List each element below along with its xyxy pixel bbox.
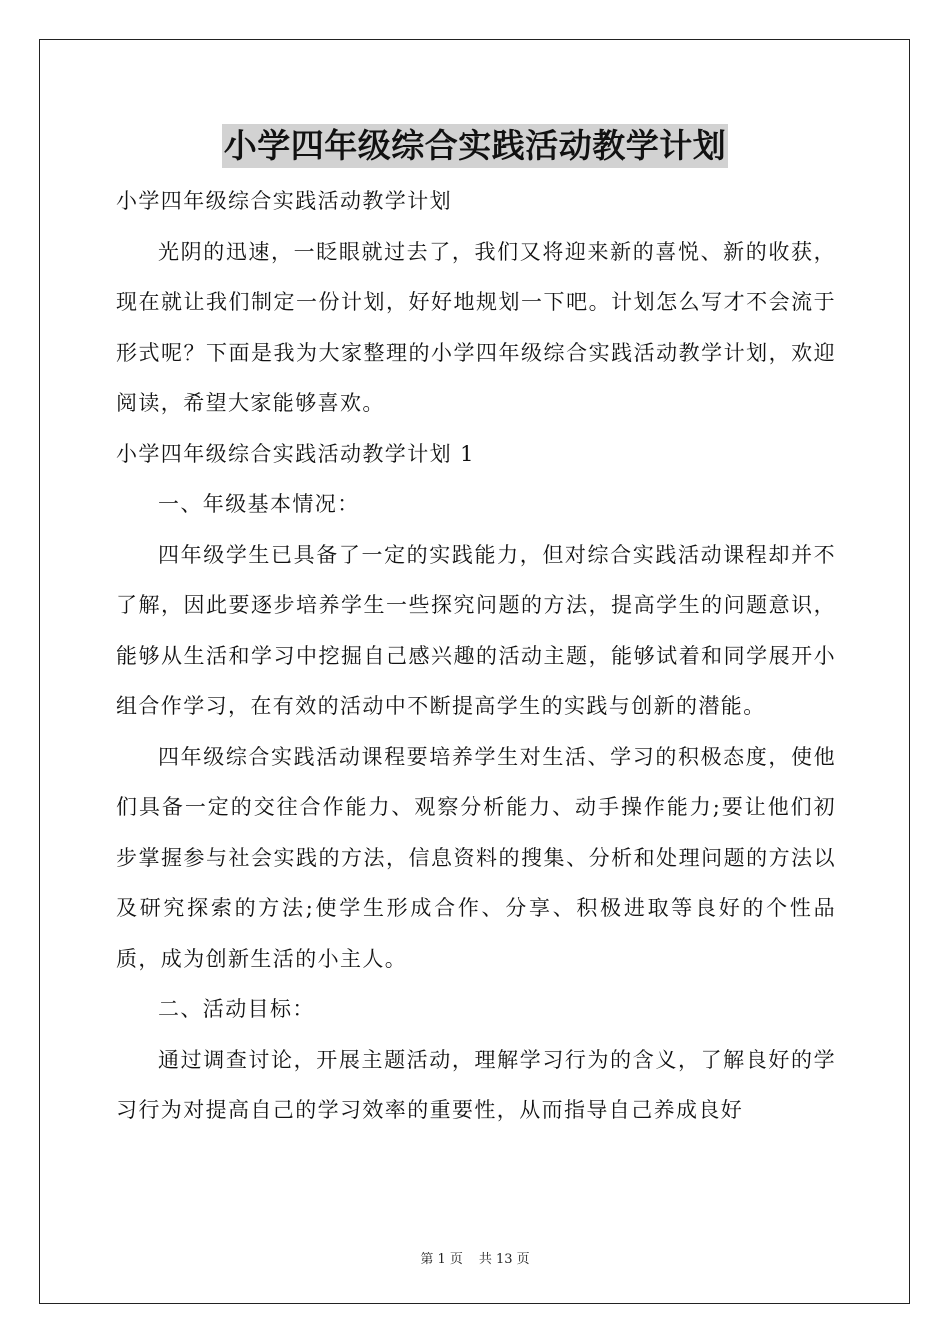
subsection-heading: 二、活动目标： <box>158 997 315 1021</box>
paragraph: 四年级学生已具备了一定的实践能力，但对综合实践活动课程却并不了解，因此要逐步培养学生一些探究问题的方法，提高学生的问题意识，能够从生活和学习中挖掘自己感兴趣的活动主题，能够试着和同学展开小组合作学习，在有效的活动中不断提高学生的实践与创新的潜能。 <box>116 542 836 718</box>
page-total: 共 13 页 <box>478 1252 530 1267</box>
page-number: 第 1 页 <box>420 1252 463 1267</box>
paragraph: 小学四年级综合实践活动教学计划 <box>116 189 452 213</box>
page-footer <box>0 1248 950 1267</box>
section-heading: 小学四年级综合实践活动教学计划 1 <box>116 441 475 466</box>
paragraph: 四年级综合实践活动课程要培养学生对生活、学习的积极态度，使他们具备一定的交往合作能力、观察分析能力、动手操作能力;要让他们初步掌握参与社会实践的方法，信息资料的搜集、分析和处理问题的方法以及研究探索的方法;使学生形成合作、分享、积极进取等良好的个性品质，成为创新生活的小主人。 <box>116 744 836 971</box>
paragraph: 光阴的迅速，一眨眼就过去了，我们又将迎来新的喜悦、新的收获，现在就让我们制定一份计划，好好地规划一下吧。计划怎么写才不会流于形式呢？下面是我为大家整理的小学四年级综合实践活动教学计划，欢迎阅读，希望大家能够喜欢。 <box>116 239 836 415</box>
document-body <box>116 176 836 1136</box>
subsection-heading: 一、年级基本情况： <box>158 492 360 516</box>
document-title: 小学四年级综合实践活动教学计划 <box>222 124 729 168</box>
paragraph: 通过调查讨论，开展主题活动，理解学习行为的含义，了解良好的学习行为对提高自己的学习效率的重要性，从而指导自己养成良好 <box>116 1047 836 1122</box>
title-container <box>0 124 950 168</box>
